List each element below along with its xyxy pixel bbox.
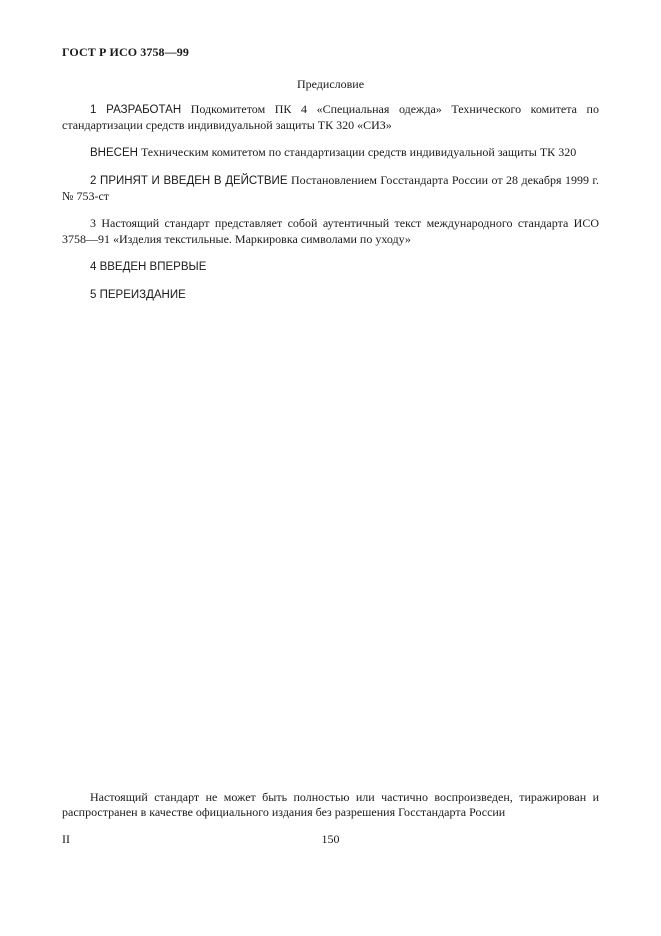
preface-content — [62, 102, 599, 315]
paragraph-lead: 1 РАЗРАБОТАН — [90, 104, 182, 116]
paragraph-lead: 2 ПРИНЯТ И ВВЕДЕН В ДЕЙСТВИЕ — [90, 175, 288, 187]
section-title: Предисловие — [296, 77, 365, 91]
paragraph-lead: 4 ВВЕДЕН ВПЕРВЫЕ — [90, 261, 207, 273]
paragraph-introduced — [62, 145, 599, 161]
paragraph-adopted — [62, 173, 599, 204]
paragraph-developed — [62, 102, 599, 133]
paragraph-lead: 5 ПЕРЕИЗДАНИЕ — [90, 289, 186, 301]
paragraph-authentic-text — [62, 216, 599, 247]
paragraph-text: Техническим комитетом по стандартизации средств индивидуальной защиты ТК 320 — [137, 145, 577, 159]
paragraph-lead: ВНЕСЕН — [90, 147, 138, 159]
copyright-note: Настоящий стандарт не может быть полностью или частично воспроизведен, тиражирован и распространен в качестве официального издания без разрешения Госстандарта России — [62, 790, 599, 819]
paragraph-text: Постановлением Госстандарта России от 28 декабря 1999 г. № 753-ст — [62, 173, 599, 203]
paragraph-text: 3 Настоящий стандарт представляет собой аутентичный текст международного стандарта ИСО 3758—91 «Изделия текстильные. Маркировка символами по уходу» — [62, 216, 599, 246]
paragraph-text: Подкомитетом ПК 4 «Специальная одежда» Технического комитета по стандартизации средств индивидуальной защиты ТК 320 «СИЗ» — [62, 102, 599, 132]
document-code: ГОСТ Р ИСО 3758—99 — [62, 45, 189, 59]
paragraph-first-introduced — [62, 259, 599, 275]
page-roman-numeral: II — [62, 832, 70, 846]
paragraph-reissue — [62, 287, 599, 303]
page-number: 150 — [321, 832, 340, 846]
